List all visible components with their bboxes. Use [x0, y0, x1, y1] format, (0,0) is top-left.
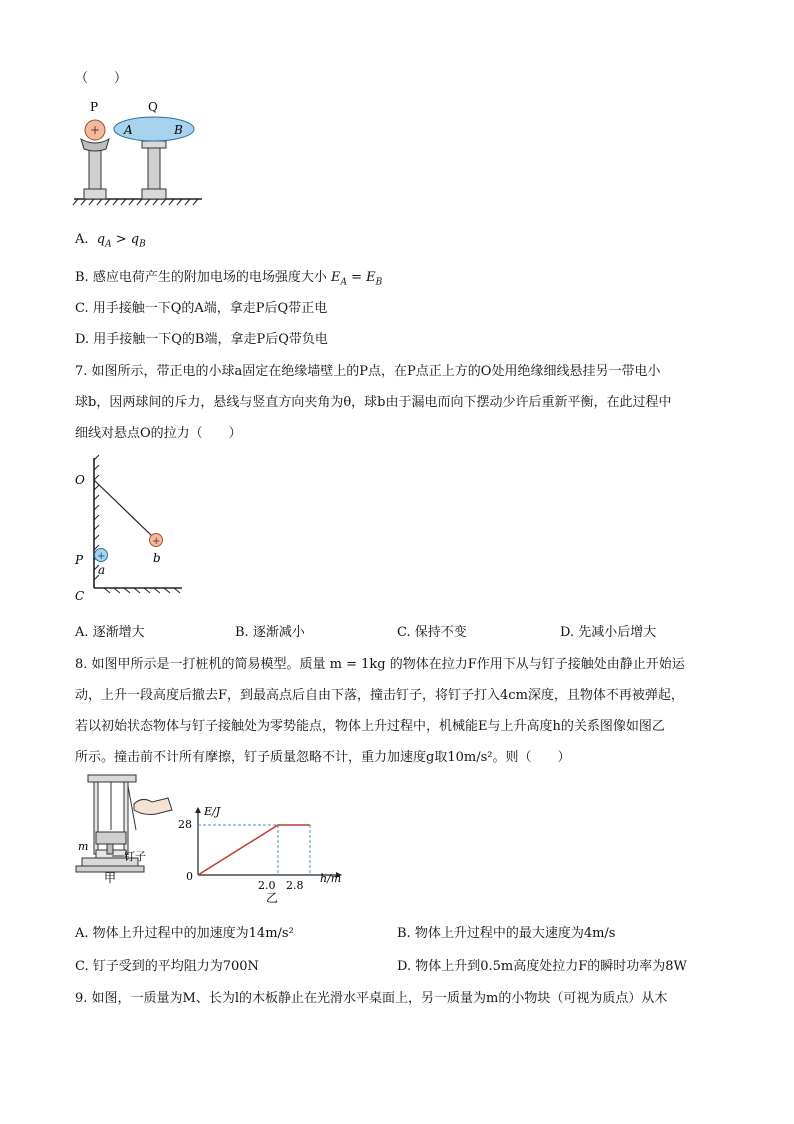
tick-x-2.8: 2.8: [286, 879, 304, 892]
q8-option-c: C. 钉子受到的平均阻力为700N: [75, 959, 259, 974]
pile-driver-figure: [72, 772, 182, 885]
answer-paren: （ ）: [75, 71, 128, 86]
label-b: b: [153, 551, 161, 565]
caption-jia: 甲: [104, 871, 117, 885]
y-axis-label: E/J: [204, 805, 221, 818]
q7-line-3: 细线对悬点O的拉力（ ）: [75, 426, 242, 441]
label-q: Q: [148, 100, 158, 114]
tick-x-2.0: 2.0: [258, 879, 276, 892]
series-line: [198, 825, 310, 875]
plus-p: +: [90, 123, 101, 137]
q7-option-b: B. 逐渐减小: [235, 625, 305, 640]
x-axis-label: h/m: [320, 872, 342, 885]
q8-line-3: 若以初始状态物体与钉子接触处为零势能点，物体上升过程中，机械能E与上升高度h的关系图像如图乙: [75, 719, 665, 734]
q9-line-1: 9. 如图，一质量为M、长为l的木板静止在光滑水平桌面上，另一质量为m的小物块（可视为质点）从木: [75, 991, 668, 1006]
q6-option-c: C. 用手接触一下Q的A端，拿走P后Q带正电: [75, 301, 328, 316]
q7-option-a: A. 逐渐增大: [75, 625, 145, 640]
q7-line-2: 球b，因两球间的斥力，悬线与竖直方向夹角为θ，球b由于漏电而向下摆动少许后重新平衡，在此过程中: [75, 395, 672, 410]
q6-figure: [70, 95, 210, 207]
q6-option-a: A. $q_A > q_B$: [75, 232, 146, 250]
q8-line-2: 动，上升一段高度后撤去F，到最高点后自由下落，撞击钉子，将钉子打入4cm深度，且物体不再被弹起，: [75, 688, 684, 703]
q8-option-b: B. 物体上升过程中的最大速度为4m/s: [397, 926, 616, 941]
label-b: B: [174, 123, 183, 137]
hand-icon: [134, 798, 172, 815]
label-p: P: [75, 553, 84, 567]
svg-text:+: +: [97, 551, 106, 562]
label-c: C: [75, 589, 85, 603]
label-m: m: [78, 840, 89, 853]
label-p: P: [90, 100, 99, 114]
q6-option-b: B. 感应电荷产生的附加电场的电场强度大小 $E_A = E_B$: [75, 270, 383, 288]
label-a: A: [124, 123, 133, 137]
mass-block: [96, 832, 126, 844]
q8-option-d: D. 物体上升到0.5m高度处拉力F的瞬时功率为8W: [397, 959, 687, 974]
q8-line-1: 8. 如图甲所示是一打桩机的简易模型。质量 m = 1kg 的物体在拉力F作用下从与钉子接触处由静止开始运: [75, 657, 685, 672]
q7-line-1: 7. 如图所示，带正电的小球a固定在绝缘墙壁上的P点，在P点正上方的O处用绝缘细线悬挂另一带电小: [75, 364, 661, 379]
q7-option-d: D. 先减小后增大: [560, 625, 657, 640]
q8-line-4: 所示。撞击前不计所有摩擦，钉子质量忽略不计，重力加速度g取10m/s²。则（ ）: [75, 750, 571, 765]
label-nail: 钉子: [124, 850, 146, 863]
tick-y-28: 28: [178, 818, 192, 831]
label-o: O: [75, 473, 85, 487]
q6-option-d: D. 用手接触一下Q的B端，拿走P后Q带负电: [75, 332, 328, 347]
svg-text:+: +: [152, 536, 161, 547]
q7-figure: [70, 450, 200, 608]
energy-height-chart: [178, 805, 350, 905]
caption-yi: 乙: [266, 891, 279, 905]
q8-option-a: A. 物体上升过程中的加速度为14m/s²: [75, 926, 294, 941]
q7-option-c: C. 保持不变: [397, 625, 467, 640]
origin-label: 0: [186, 870, 193, 883]
label-a: a: [98, 563, 106, 577]
